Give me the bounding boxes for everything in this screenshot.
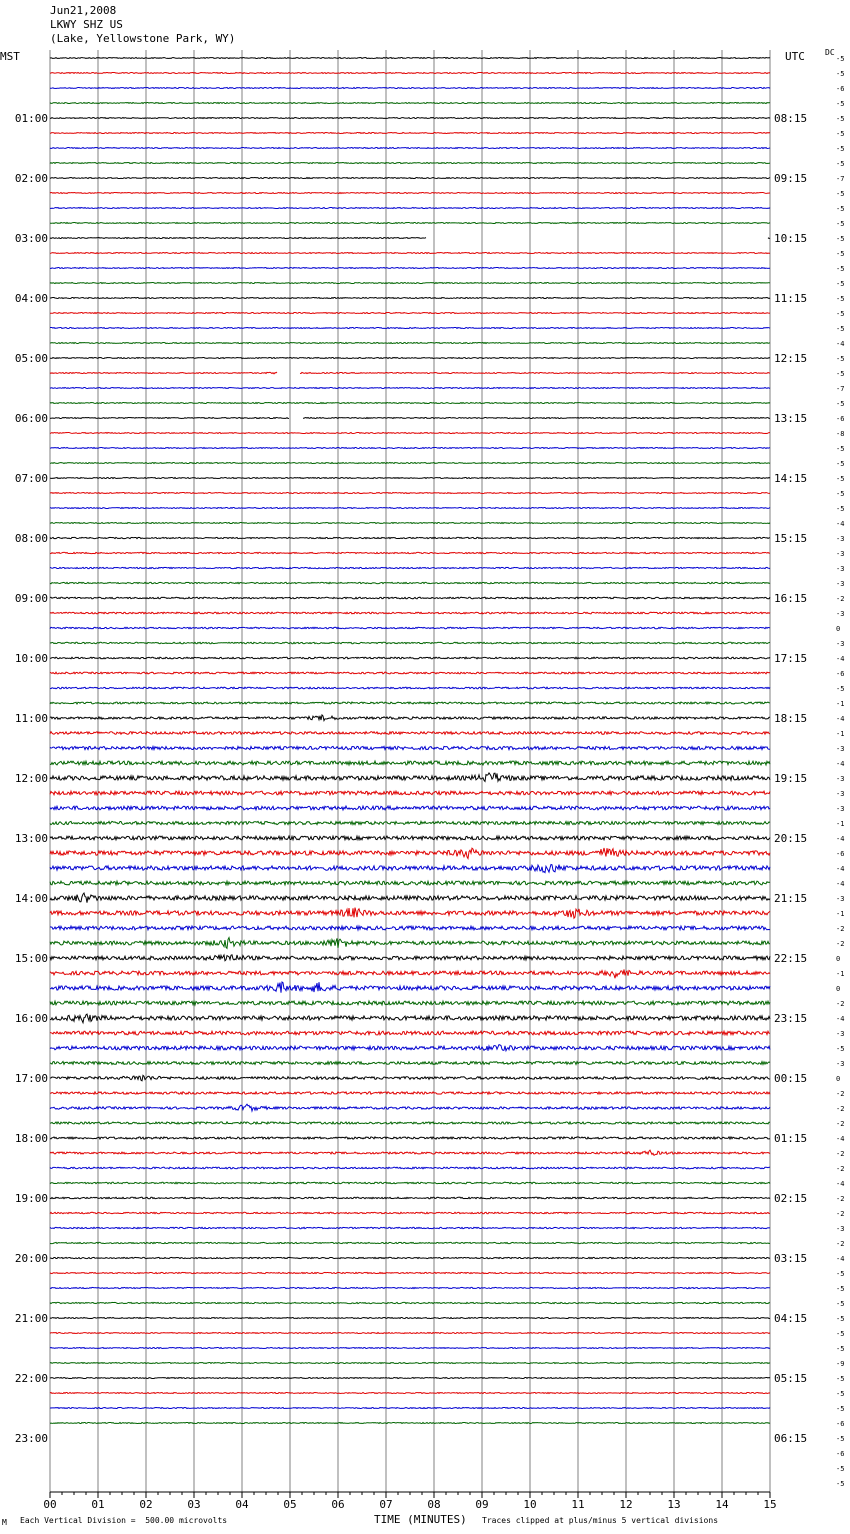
minute-grid bbox=[50, 50, 770, 1498]
right-hour-label: 03:15 bbox=[774, 1252, 808, 1265]
dc-offset-label: -5 bbox=[836, 685, 845, 693]
left-timezone-label: MST bbox=[0, 50, 20, 63]
trace-row-39 bbox=[50, 642, 770, 644]
header-location: (Lake, Yellowstone Park, WY) bbox=[50, 32, 236, 45]
trace-row-49 bbox=[50, 791, 770, 795]
trace-row-56 bbox=[50, 893, 770, 903]
dc-offset-label: -1 bbox=[836, 820, 845, 828]
dc-offset-label: -4 bbox=[836, 520, 845, 528]
dc-offset-label: -3 bbox=[836, 805, 845, 813]
dc-offset-label: -3 bbox=[836, 550, 845, 558]
dc-offset-label: -3 bbox=[836, 895, 845, 903]
dc-offset-label: -1 bbox=[836, 700, 845, 708]
x-tick-label: 06 bbox=[331, 1498, 345, 1511]
left-hour-label: 18:00 bbox=[14, 1132, 48, 1145]
x-tick-label: 10 bbox=[523, 1498, 537, 1511]
trace-row-67 bbox=[50, 1062, 770, 1065]
right-hour-label: 11:15 bbox=[774, 292, 808, 305]
dc-offset-label: -3 bbox=[836, 640, 845, 648]
trace-row-41 bbox=[50, 672, 770, 674]
dc-offset-label: -5 bbox=[836, 355, 845, 363]
dc-offset-label: -8 bbox=[836, 430, 845, 438]
trace-row-3 bbox=[50, 103, 770, 104]
dc-offset-label: -5 bbox=[836, 235, 845, 243]
dc-offset-label: -2 bbox=[836, 1120, 845, 1128]
left-hour-label: 05:00 bbox=[14, 352, 48, 365]
trace-row-77 bbox=[50, 1212, 770, 1213]
trace-row-27 bbox=[50, 463, 770, 464]
right-hour-label: 04:15 bbox=[774, 1312, 808, 1325]
trace-row-52 bbox=[50, 836, 770, 840]
dc-offset-label: -5 bbox=[836, 445, 845, 453]
trace-row-33 bbox=[50, 552, 770, 553]
x-tick-label: 01 bbox=[91, 1498, 105, 1511]
right-hour-label: 23:15 bbox=[774, 1012, 808, 1025]
right-hour-label: 15:15 bbox=[774, 532, 808, 545]
dc-offset-label: -4 bbox=[836, 715, 845, 723]
x-tick-label: 05 bbox=[283, 1498, 297, 1511]
trace-row-34 bbox=[50, 567, 770, 568]
left-hour-label: 01:00 bbox=[14, 112, 48, 125]
trace-row-29 bbox=[50, 493, 770, 494]
x-tick-label: 12 bbox=[619, 1498, 633, 1511]
right-hour-label: 22:15 bbox=[774, 952, 808, 965]
trace-row-45 bbox=[50, 732, 770, 735]
x-tick-label: 02 bbox=[139, 1498, 153, 1511]
trace-row-73 bbox=[50, 1150, 770, 1155]
dc-offset-label: -5 bbox=[836, 1405, 845, 1413]
dc-offset-label: -5 bbox=[836, 1300, 845, 1308]
trace-row-81 bbox=[50, 1272, 770, 1273]
x-tick-label: 11 bbox=[571, 1498, 585, 1511]
trace-row-54 bbox=[50, 865, 770, 873]
trace-row-74 bbox=[50, 1167, 770, 1169]
dc-offset-label: -7 bbox=[836, 385, 845, 393]
trace-row-72 bbox=[50, 1137, 770, 1139]
dc-offset-label: -2 bbox=[836, 1090, 845, 1098]
right-hour-label: 13:15 bbox=[774, 412, 808, 425]
trace-row-22 bbox=[50, 388, 770, 389]
left-hour-label: 19:00 bbox=[14, 1192, 48, 1205]
dc-offset-label: -5 bbox=[836, 70, 845, 78]
dc-offset-label: -5 bbox=[836, 1465, 845, 1473]
left-hour-label: 11:00 bbox=[14, 712, 48, 725]
x-axis-title: TIME (MINUTES) bbox=[374, 1513, 467, 1526]
dc-offset-label: -5 bbox=[836, 1045, 845, 1053]
dc-offset-label: -2 bbox=[836, 1105, 845, 1113]
right-hour-label: 02:15 bbox=[774, 1192, 808, 1205]
right-hour-label: 00:15 bbox=[774, 1072, 808, 1085]
dc-offset-label: 0 bbox=[836, 1075, 841, 1083]
trace-row-19 bbox=[50, 343, 770, 344]
dc-offset-label: -3 bbox=[836, 580, 845, 588]
x-tick-label: 03 bbox=[187, 1498, 201, 1511]
trace-row-46 bbox=[50, 746, 770, 749]
right-hour-label: 08:15 bbox=[774, 112, 808, 125]
trace-row-53 bbox=[50, 848, 770, 859]
x-tick-label: 08 bbox=[427, 1498, 441, 1511]
dc-offset-label: -2 bbox=[836, 1195, 845, 1203]
header-station: LKWY SHZ US bbox=[50, 18, 123, 31]
trace-row-32 bbox=[50, 537, 770, 538]
dc-offset-label: -1 bbox=[836, 970, 845, 978]
corner-mark: M bbox=[2, 1518, 7, 1527]
trace-row-20 bbox=[50, 358, 770, 359]
dc-offset-label: -5 bbox=[836, 1345, 845, 1353]
dc-offset-label: -6 bbox=[836, 1420, 845, 1428]
right-hour-label: 18:15 bbox=[774, 712, 808, 725]
dc-offset-label: -2 bbox=[836, 1000, 845, 1008]
left-hour-label: 08:00 bbox=[14, 532, 48, 545]
trace-row-58 bbox=[50, 926, 770, 930]
trace-row-35 bbox=[50, 582, 770, 583]
trace-row-89 bbox=[50, 1393, 770, 1394]
dc-offset-label: -3 bbox=[836, 1060, 845, 1068]
dc-offset-label: -3 bbox=[836, 790, 845, 798]
trace-row-85 bbox=[50, 1333, 770, 1334]
right-hour-label: 21:15 bbox=[774, 892, 808, 905]
trace-row-75 bbox=[50, 1182, 770, 1184]
dc-offset-label: -2 bbox=[836, 595, 845, 603]
trace-row-63 bbox=[50, 1001, 770, 1005]
trace-row-21 bbox=[50, 372, 770, 374]
dc-offset-label: -1 bbox=[836, 910, 845, 918]
trace-row-37 bbox=[50, 612, 770, 614]
right-hour-label: 09:15 bbox=[774, 172, 808, 185]
seismic-traces bbox=[50, 58, 770, 1424]
trace-row-12 bbox=[50, 238, 770, 239]
dc-offset-label: -3 bbox=[836, 565, 845, 573]
trace-row-83 bbox=[50, 1302, 770, 1303]
trace-row-8 bbox=[50, 178, 770, 179]
right-hour-label: 12:15 bbox=[774, 352, 808, 365]
dc-offset-label: -3 bbox=[836, 535, 845, 543]
trace-row-64 bbox=[50, 1014, 770, 1023]
dc-offset-label: -5 bbox=[836, 505, 845, 513]
trace-row-90 bbox=[50, 1408, 770, 1409]
x-tick-label: 04 bbox=[235, 1498, 249, 1511]
trace-row-0 bbox=[50, 58, 770, 59]
trace-row-15 bbox=[50, 283, 770, 284]
dc-offset-label: -1 bbox=[836, 730, 845, 738]
dc-offset-label: -4 bbox=[836, 835, 845, 843]
dc-offset-label: 0 bbox=[836, 955, 841, 963]
trace-row-18 bbox=[50, 328, 770, 329]
left-hour-label: 09:00 bbox=[14, 592, 48, 605]
dc-offset-label: -9 bbox=[836, 1360, 845, 1368]
trace-row-78 bbox=[50, 1227, 770, 1228]
dc-offset-label: -5 bbox=[836, 1270, 845, 1278]
axis-labels bbox=[15, 55, 845, 1511]
right-hour-label: 16:15 bbox=[774, 592, 808, 605]
right-hour-label: 19:15 bbox=[774, 772, 808, 785]
left-hour-label: 15:00 bbox=[14, 952, 48, 965]
dc-offset-label: -3 bbox=[836, 775, 845, 783]
dc-offset-label: -6 bbox=[836, 85, 845, 93]
dc-offset-label: -5 bbox=[836, 1480, 845, 1488]
dc-offset-label: -5 bbox=[836, 250, 845, 258]
trace-row-69 bbox=[50, 1092, 770, 1094]
dc-offset-label: -4 bbox=[836, 1135, 845, 1143]
dc-offset-label: 0 bbox=[836, 985, 841, 993]
dc-offset-label: -5 bbox=[836, 310, 845, 318]
trace-row-60 bbox=[50, 955, 770, 961]
x-tick-label: 07 bbox=[379, 1498, 393, 1511]
trace-row-6 bbox=[50, 148, 770, 149]
dc-offset-label: -5 bbox=[836, 325, 845, 333]
trace-row-68 bbox=[50, 1075, 770, 1080]
left-hour-label: 10:00 bbox=[14, 652, 48, 665]
dc-offset-label: -5 bbox=[836, 400, 845, 408]
trace-row-30 bbox=[50, 508, 770, 509]
trace-row-80 bbox=[50, 1257, 770, 1258]
left-hour-label: 23:00 bbox=[14, 1432, 48, 1445]
right-hour-label: 10:15 bbox=[774, 232, 808, 245]
dc-offset-label: -5 bbox=[836, 1315, 845, 1323]
trace-row-36 bbox=[50, 597, 770, 599]
left-hour-label: 12:00 bbox=[14, 772, 48, 785]
trace-row-7 bbox=[50, 163, 770, 164]
trace-row-1 bbox=[50, 73, 770, 74]
trace-row-62 bbox=[50, 982, 770, 993]
trace-row-84 bbox=[50, 1318, 770, 1319]
dc-offset-label: -3 bbox=[836, 1225, 845, 1233]
trace-row-59 bbox=[50, 938, 770, 949]
trace-row-2 bbox=[50, 88, 770, 89]
dc-offset-label: -4 bbox=[836, 865, 845, 873]
dc-offset-label: -5 bbox=[836, 55, 845, 63]
right-timezone-label: UTC bbox=[785, 50, 805, 63]
dc-offset-label: -5 bbox=[836, 1390, 845, 1398]
trace-row-13 bbox=[50, 253, 770, 254]
dc-offset-label: -2 bbox=[836, 925, 845, 933]
dc-offset-label: -5 bbox=[836, 475, 845, 483]
dc-offset-label: -3 bbox=[836, 745, 845, 753]
dc-offset-label: -3 bbox=[836, 1030, 845, 1038]
left-hour-label: 20:00 bbox=[14, 1252, 48, 1265]
trace-row-86 bbox=[50, 1348, 770, 1349]
trace-row-88 bbox=[50, 1378, 770, 1379]
x-tick-label: 09 bbox=[475, 1498, 489, 1511]
trace-row-87 bbox=[50, 1363, 770, 1364]
trace-row-91 bbox=[50, 1423, 770, 1424]
dc-offset-label: -5 bbox=[836, 145, 845, 153]
trace-row-76 bbox=[50, 1197, 770, 1199]
left-hour-label: 16:00 bbox=[14, 1012, 48, 1025]
trace-row-10 bbox=[50, 208, 770, 209]
x-tick-label: 00 bbox=[43, 1498, 57, 1511]
trace-row-28 bbox=[50, 478, 770, 479]
trace-row-66 bbox=[50, 1045, 770, 1051]
dc-offset-label: -5 bbox=[836, 190, 845, 198]
right-hour-label: 06:15 bbox=[774, 1432, 808, 1445]
dc-offset-label: -4 bbox=[836, 1015, 845, 1023]
clip-note: Traces clipped at plus/minus 5 vertical divisions bbox=[482, 1516, 719, 1525]
trace-row-31 bbox=[50, 523, 770, 524]
dc-offset-label: -5 bbox=[836, 205, 845, 213]
trace-row-71 bbox=[50, 1122, 770, 1124]
dc-offset-label: -5 bbox=[836, 100, 845, 108]
trace-row-25 bbox=[50, 433, 770, 434]
dc-offset-label: -2 bbox=[836, 940, 845, 948]
dc-offset-label: -5 bbox=[836, 295, 845, 303]
dc-offset-label: -5 bbox=[836, 130, 845, 138]
trace-row-24 bbox=[50, 418, 770, 419]
scale-note: Each Vertical Division = 500.00 microvolts bbox=[20, 1516, 228, 1525]
dc-label: DC bbox=[825, 48, 835, 57]
trace-row-17 bbox=[50, 313, 770, 314]
dc-offset-label: -2 bbox=[836, 1240, 845, 1248]
left-hour-label: 07:00 bbox=[14, 472, 48, 485]
trace-row-50 bbox=[50, 806, 770, 810]
trace-row-61 bbox=[50, 970, 770, 979]
trace-row-5 bbox=[50, 133, 770, 134]
dc-offset-label: -5 bbox=[836, 280, 845, 288]
dc-offset-label: -5 bbox=[836, 460, 845, 468]
trace-row-43 bbox=[50, 702, 770, 704]
trace-row-55 bbox=[50, 881, 770, 885]
trace-row-70 bbox=[50, 1104, 770, 1111]
trace-row-40 bbox=[50, 657, 770, 659]
right-hour-label: 14:15 bbox=[774, 472, 808, 485]
dc-offset-label: -4 bbox=[836, 1180, 845, 1188]
trace-row-57 bbox=[50, 908, 770, 919]
dc-offset-label: -4 bbox=[836, 1255, 845, 1263]
dc-offset-label: -6 bbox=[836, 670, 845, 678]
right-hour-label: 20:15 bbox=[774, 832, 808, 845]
dc-offset-label: -6 bbox=[836, 1450, 845, 1458]
dc-offset-label: -6 bbox=[836, 415, 845, 423]
left-hour-label: 06:00 bbox=[14, 412, 48, 425]
trace-row-65 bbox=[50, 1031, 770, 1035]
dc-offset-label: -4 bbox=[836, 760, 845, 768]
dc-offset-label: -5 bbox=[836, 160, 845, 168]
dc-offset-label: -5 bbox=[836, 115, 845, 123]
trace-row-4 bbox=[50, 118, 770, 119]
left-hour-label: 04:00 bbox=[14, 292, 48, 305]
dc-offset-label: -5 bbox=[836, 1285, 845, 1293]
dc-offset-label: -5 bbox=[836, 220, 845, 228]
dc-offset-label: -5 bbox=[836, 1435, 845, 1443]
trace-row-9 bbox=[50, 193, 770, 194]
left-hour-label: 13:00 bbox=[14, 832, 48, 845]
dc-offset-label: -5 bbox=[836, 490, 845, 498]
header-date: Jun21,2008 bbox=[50, 4, 117, 17]
trace-row-48 bbox=[50, 773, 770, 782]
dc-offset-label: -4 bbox=[836, 655, 845, 663]
left-hour-label: 02:00 bbox=[14, 172, 48, 185]
trace-row-42 bbox=[50, 687, 770, 689]
trace-row-23 bbox=[50, 403, 770, 404]
dc-offset-label: -2 bbox=[836, 1150, 845, 1158]
trace-row-82 bbox=[50, 1287, 770, 1288]
trace-row-14 bbox=[50, 268, 770, 269]
trace-row-47 bbox=[50, 761, 770, 765]
x-tick-label: 14 bbox=[715, 1498, 729, 1511]
trace-row-51 bbox=[50, 821, 770, 824]
dc-offset-label: -2 bbox=[836, 1210, 845, 1218]
dc-offset-label: -3 bbox=[836, 610, 845, 618]
trace-row-11 bbox=[50, 223, 770, 224]
trace-row-26 bbox=[50, 448, 770, 449]
x-tick-label: 15 bbox=[763, 1498, 777, 1511]
trace-row-44 bbox=[50, 715, 770, 721]
left-hour-label: 22:00 bbox=[14, 1372, 48, 1385]
left-hour-label: 21:00 bbox=[14, 1312, 48, 1325]
trace-row-38 bbox=[50, 627, 770, 629]
dc-offset-label: -5 bbox=[836, 265, 845, 273]
dc-offset-label: -2 bbox=[836, 1165, 845, 1173]
left-hour-label: 14:00 bbox=[14, 892, 48, 905]
dc-offset-label: -6 bbox=[836, 850, 845, 858]
dc-offset-label: -5 bbox=[836, 1330, 845, 1338]
left-hour-label: 03:00 bbox=[14, 232, 48, 245]
right-hour-label: 17:15 bbox=[774, 652, 808, 665]
right-hour-label: 05:15 bbox=[774, 1372, 808, 1385]
trace-row-16 bbox=[50, 298, 770, 299]
trace-row-79 bbox=[50, 1242, 770, 1243]
left-hour-label: 17:00 bbox=[14, 1072, 48, 1085]
right-hour-label: 01:15 bbox=[774, 1132, 808, 1145]
dc-offset-label: -7 bbox=[836, 175, 845, 183]
dc-offset-label: -5 bbox=[836, 370, 845, 378]
x-tick-label: 13 bbox=[667, 1498, 681, 1511]
dc-offset-label: -4 bbox=[836, 340, 845, 348]
dc-offset-label: -5 bbox=[836, 1375, 845, 1383]
dc-offset-label: -4 bbox=[836, 880, 845, 888]
dc-offset-label: 0 bbox=[836, 625, 841, 633]
